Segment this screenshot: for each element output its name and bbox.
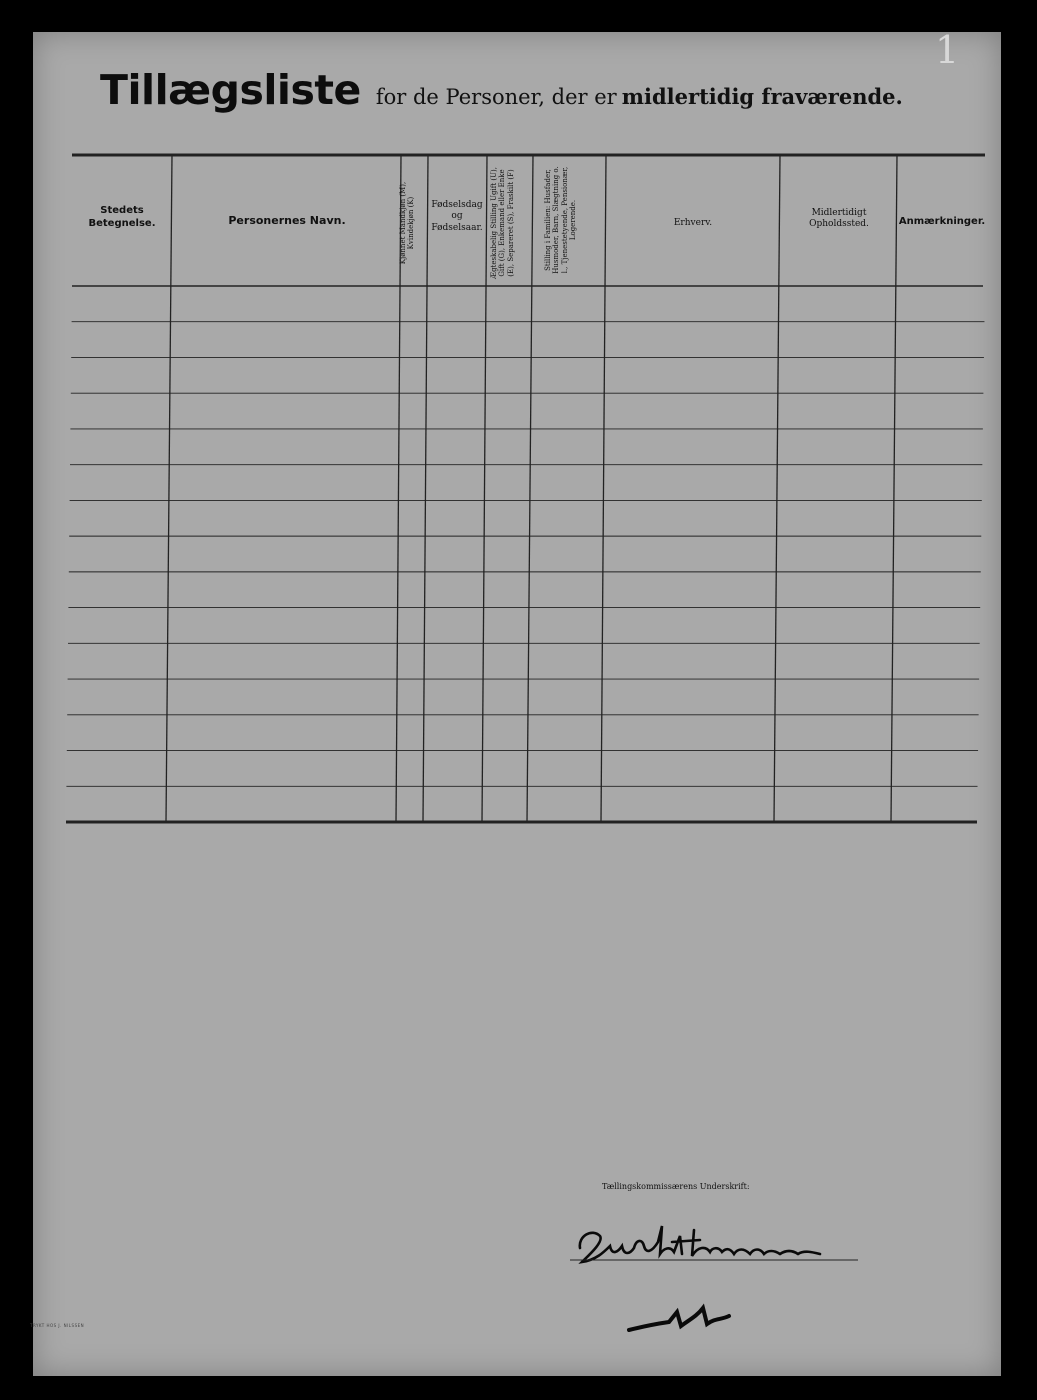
header-navn [176, 214, 398, 228]
header-aegteskab: Ægteskabelig Stilling Ugift (U), Gift (G), Enkemand eller Enke (E), Separeret (S), Fraskilt (F) [490, 167, 515, 279]
column-separator [482, 155, 487, 822]
header-opholdssted [782, 208, 896, 231]
signature-image [540, 1212, 860, 1272]
header-opholdssted-l2: Opholdssted. [809, 219, 869, 230]
column-separator [166, 155, 172, 822]
header-fodselsdag-l3: Fødselsaar. [431, 222, 483, 233]
header-anmaerkninger [897, 216, 987, 229]
header-erhverv-label: Erhverv. [673, 218, 713, 228]
title-sub: for de Personer, der er [375, 85, 617, 109]
header-stedets [78, 205, 166, 230]
column-separator [891, 155, 897, 822]
printer-mark: TRYKT HOS J. NILSSEN [30, 1323, 85, 1328]
title-bold: midlertidig fraværende. [621, 84, 903, 109]
column-separator [774, 155, 780, 822]
header-stedets-label: Stedets Betegnelse. [88, 205, 156, 229]
pen-scribble-mark [625, 1298, 735, 1338]
header-erhverv [608, 218, 778, 229]
header-fodselsdag [429, 200, 485, 234]
title-main: Tillægsliste [100, 66, 361, 114]
header-fodselsdag-l1: Fødselsdag [431, 200, 483, 210]
header-opholdssted-l1: Midlertidigt [811, 208, 867, 218]
signature-label: Tællingskommissærens Underskrift: [602, 1182, 750, 1191]
page-number: 1 [935, 28, 960, 72]
header-navn-label: Personernes Navn. [228, 214, 346, 227]
header-kjonnet: Kjønnet Mandkjøn (M), Kvindekjøn (K) [399, 181, 416, 265]
column-separator [601, 155, 606, 822]
header-anmaerkninger-label: Anmærkninger. [898, 216, 986, 227]
header-familien: Stilling i Familien: Husfader, Husmoder, Barn, Slægtning o. l., Tjenestetyende, Pensionær, Logerende. [544, 166, 578, 274]
header-fodselsdag-l2: og [451, 211, 463, 222]
